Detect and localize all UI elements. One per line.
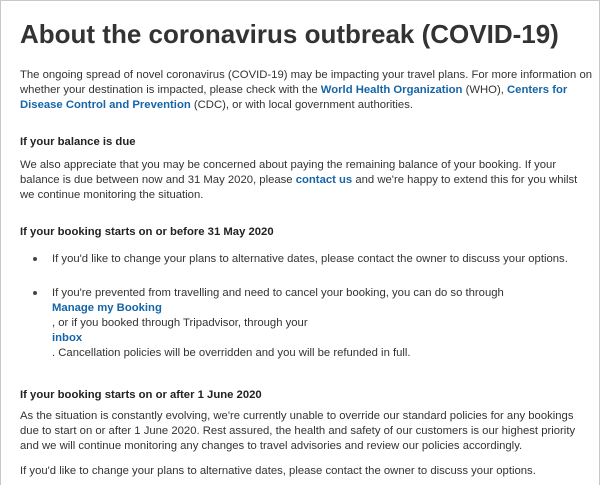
item-2-text-2: , or if you booked through Tripadvisor, through your: [52, 317, 308, 329]
balance-text-1: We also appreciate that you may be concerned about paying the remaining balance of your booking. If your balance is due between now and 31 May 2020, please: [20, 159, 557, 186]
intro-paragraph: [20, 68, 592, 113]
who-link[interactable]: World Health Organization: [320, 84, 463, 96]
balance-paragraph: [20, 158, 592, 203]
item-1-text: If you'd like to change your plans to alternative dates, please contact the owner to discuss your options.: [52, 253, 568, 265]
intro-text-1: The ongoing spread of novel coronavirus (COVID-19) may be impacting your travel plans. For more information on whether your destination is impacted, please check with the: [20, 69, 593, 96]
item-2-text-1: If you're prevented from travelling and need to cancel your booking, you can do so through: [52, 287, 504, 299]
inbox-link[interactable]: inbox: [52, 332, 83, 344]
bullet-icon: [33, 257, 37, 261]
after-paragraph-2: If you'd like to change your plans to alternative dates, please contact the owner to discuss your options.: [20, 465, 536, 477]
intro-text-3: (CDC), or with local government authorities.: [190, 99, 414, 111]
before-heading: If your booking starts on or before 31 May 2020: [20, 226, 274, 238]
item-2-text-3: . Cancellation policies will be overridden and you will be refunded in full.: [52, 347, 411, 359]
intro-text-2: (WHO),: [462, 84, 507, 96]
manage-booking-link[interactable]: Manage my Booking: [52, 302, 162, 314]
balance-text-2: and we're happy to extend this for you whilst we continue monitoring the situation.: [20, 174, 578, 201]
cdc-link[interactable]: Centers for Disease Control and Prevention: [20, 84, 568, 111]
bullet-icon: [33, 291, 37, 295]
contact-us-link[interactable]: contact us: [295, 174, 353, 186]
after-paragraph-1: As the situation is constantly evolving, we're currently unable to override our standard policies for any bookings due to start on or after 1 June 2020. Rest assured, the health and safety of our customers is our highest priority and we will continue monitoring any changes to travel advisories and review our policies accordingly.: [20, 410, 576, 452]
balance-heading: If your balance is due: [20, 136, 136, 148]
page-title: About the coronavirus outbreak (COVID-19): [20, 19, 559, 49]
after-heading: If your booking starts on or after 1 June 2020: [20, 389, 262, 401]
